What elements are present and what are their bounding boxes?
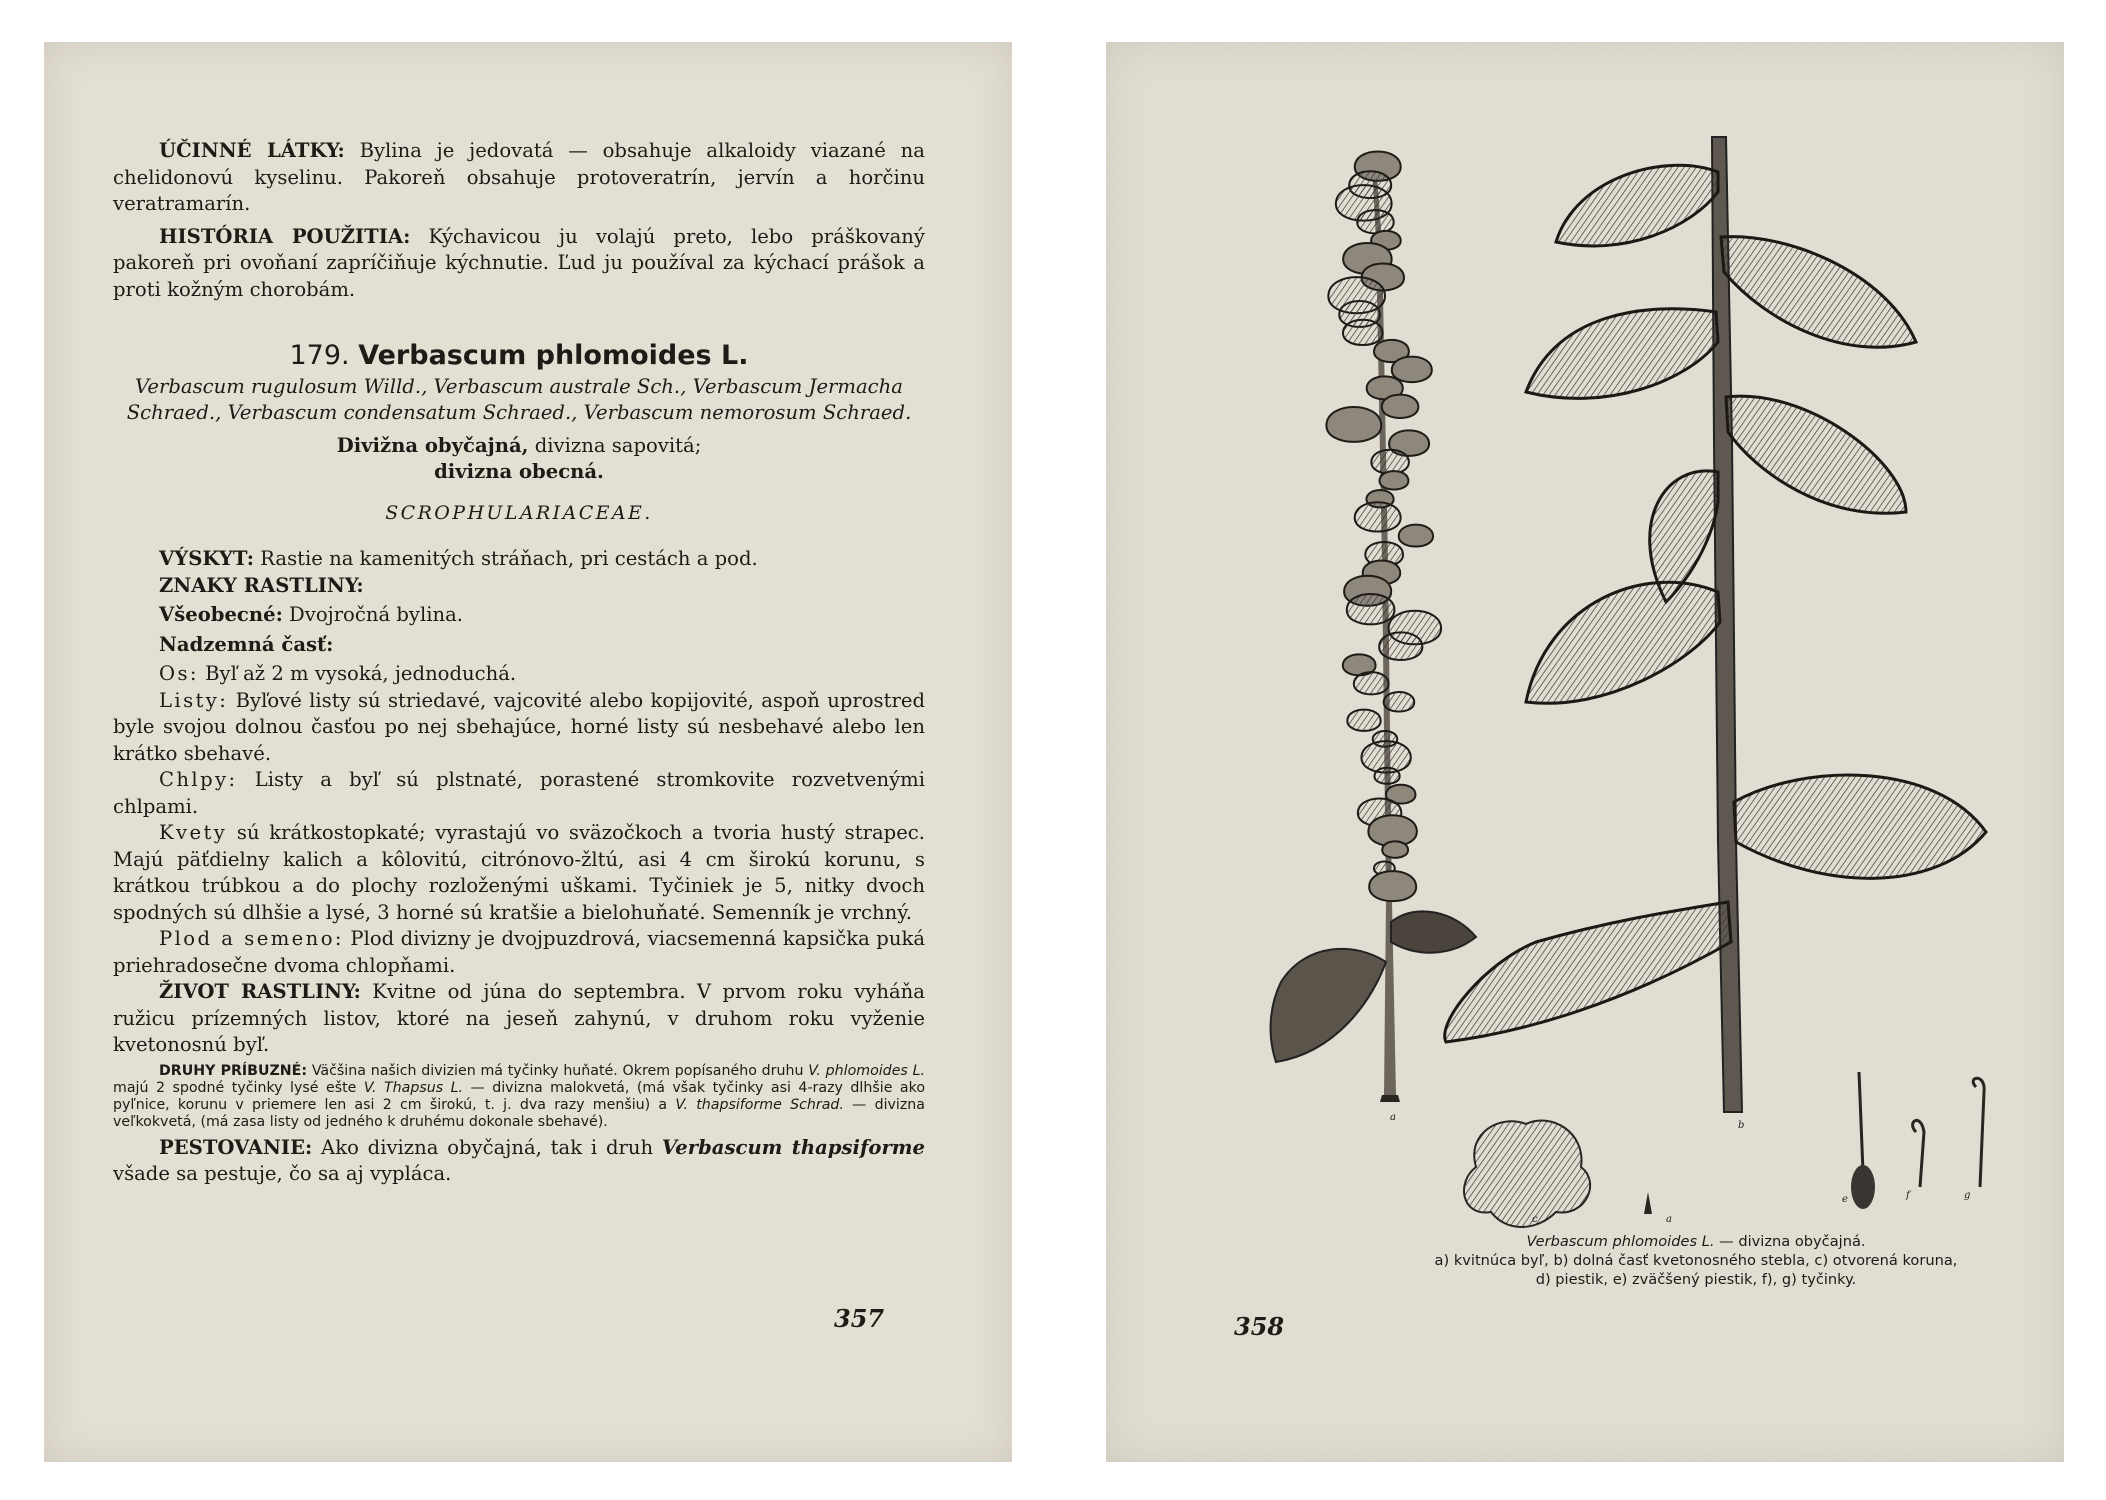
figure-label-d: a	[1666, 1214, 1672, 1225]
section-text: majú 2 spodné tyčinky lysé ešte	[113, 1079, 364, 1096]
section-listy	[113, 688, 925, 768]
section-plod	[113, 926, 925, 979]
section-text: Kýchavicou ju volajú preto, lebo práškovaný pakoreň pri ovoňaní zapríčiňuje kýchnutie. Ľud ju používal za kýchací prášok a proti kožným chorobám.	[113, 224, 925, 301]
section-druhy	[113, 1063, 925, 1131]
spike-blossom	[1371, 450, 1409, 474]
spike-blossom	[1382, 395, 1419, 418]
section-historia	[113, 224, 925, 304]
spike-blossom	[1369, 871, 1416, 901]
entry-title	[113, 340, 925, 371]
section-label: Plod a semeno:	[159, 927, 344, 950]
entry-name: Verbascum phlomoides L.	[358, 340, 749, 371]
section-znaky: ZNAKY RASTLINY:	[159, 573, 364, 597]
species-name: V. thapsiforme Schrad.	[675, 1096, 844, 1113]
section-label: DRUHY PRÍBUZNÉ:	[159, 1062, 308, 1079]
page-number-left: 357	[834, 1304, 885, 1333]
section-text: Kvitne od júna do septembra. V prvom roku vyháňa ružicu prízemných listov, ktoré na jeseň zahynú, v druhom roku vyženie kvetonosnú byľ.	[113, 980, 925, 1056]
figure-c-corolla	[1464, 1121, 1590, 1227]
entry-number: 179.	[289, 340, 350, 371]
section-vseobecne	[113, 602, 925, 629]
section-label: ÚČINNÉ LÁTKY:	[159, 139, 345, 162]
spike-blossom	[1347, 594, 1395, 624]
figure-label-a: a	[1390, 1112, 1396, 1123]
spike-blossom	[1399, 525, 1433, 547]
section-label: Chlpy:	[159, 768, 238, 791]
spike-blossom	[1347, 710, 1380, 731]
section-chlpy	[113, 767, 925, 820]
section-text: Bylina je jedovatá — obsahuje alkaloidy viazané na chelidonovú kyselinu. Pakoreň obsahuje protoveratrín, jervín a horčinu veratramarín.	[113, 139, 925, 215]
spike-blossom	[1357, 210, 1393, 233]
figure-caption	[1316, 1232, 2076, 1289]
figure-label-f: f	[1906, 1190, 1910, 1201]
section-text: sú krátkostopkaté; vyrastajú vo sväzočkoch a tvoria hustý strapec. Majú päťdielny kalich a kôlovitú, citrónovo-žltú, asi 4 cm širokú korunu, s krátkou trúbkou a do plochy rozloženými uškami. Tyčiniek je 5, nitky dvoch spodných sú dlhšie a lysé, 3 horné sú kratšie a bielohuňaté. Semenník je vrchný.	[113, 821, 925, 924]
section-label: ŽIVOT RASTLINY:	[159, 980, 361, 1003]
common-name-primary: Divižna obyčajná,	[336, 433, 529, 457]
species-name: Verbascum thapsiforme	[661, 1135, 925, 1159]
spike-blossom	[1355, 502, 1401, 531]
section-zivot	[113, 979, 925, 1059]
figure-label-b: b	[1738, 1120, 1745, 1131]
section-ucinne-latky	[113, 138, 925, 218]
section-text: Rastie na kamenitých stráňach, pri cestách a pod.	[253, 547, 758, 570]
figure-label-e: e	[1842, 1194, 1848, 1205]
page-number-right: 358	[1234, 1312, 1285, 1341]
spike-stem-cut	[1380, 1095, 1400, 1102]
caption-species: Verbascum phlomoides L.	[1526, 1233, 1715, 1250]
section-label: Os:	[159, 662, 199, 685]
section-label: PESTOVANIE:	[159, 1135, 313, 1159]
section-vyskyt	[113, 546, 925, 573]
entry-common-names	[113, 433, 925, 486]
section-label: Všeobecné:	[159, 603, 283, 626]
entry-family: SCROPHULARIACEAE.	[385, 501, 653, 524]
left-page-text-block	[113, 138, 925, 1188]
entry-synonyms: Verbascum rugulosum Willd., Verbascum australe Sch., Verbascum Jermacha Schraed., Verbascum condensatum Schraed., Verbascum nemorosum Schraed.	[126, 374, 912, 424]
section-label: VÝSKYT:	[159, 547, 254, 570]
spike-blossom	[1380, 471, 1409, 489]
caption-common: — divizna obyčajná.	[1714, 1233, 1866, 1250]
species-name: V. phlomoides L.	[808, 1062, 925, 1079]
section-text: Väčšina našich divizien má tyčinky huňaté. Okrem popísaného druhu	[307, 1062, 809, 1079]
section-text: všade sa pestuje, čo sa aj vypláca.	[113, 1162, 452, 1185]
common-name-tertiary: divizna obecná.	[434, 460, 604, 483]
right-page	[1106, 42, 2064, 1462]
section-text: Dvojročná bylina.	[282, 603, 464, 626]
section-text: — divizna malokvetá, (má však tyčinky asi 4-razy dlhšie ako pyľnice, korunu v priemere len asi 2 cm širokú, t. j. dva razy menšiu) a	[113, 1079, 926, 1113]
section-label: Kvety	[159, 821, 228, 844]
spike-blossom	[1392, 357, 1432, 383]
section-text: Byľ až 2 m vysoká, jednoduchá.	[198, 662, 517, 685]
section-text: Ako divizna obyčajná, tak i druh	[312, 1135, 662, 1159]
section-label: Listy:	[159, 688, 229, 712]
spike-blossom	[1343, 320, 1383, 345]
spike-blossom	[1374, 768, 1399, 784]
corolla-shape	[1464, 1121, 1590, 1227]
figure-label-g: g	[1964, 1190, 1971, 1201]
common-name-secondary: divizna sapovitá;	[528, 433, 702, 457]
section-nadzemna: Nadzemná časť:	[159, 632, 334, 656]
caption-line-2: a) kvitnúca byľ, b) dolná časť kvetonosného stebla, c) otvorená koruna,	[1434, 1252, 1958, 1269]
caption-line-3: d) piestik, e) zväčšený piestik, f), g) tyčinky.	[1535, 1271, 1857, 1288]
species-name: V. Thapsus L.	[363, 1079, 464, 1096]
section-label: HISTÓRIA POUŽITIA:	[159, 224, 411, 248]
section-text: Listy a byľ sú plstnaté, porastené stromkovite rozvetvenými chlpami.	[113, 768, 925, 818]
figure-label-c: c	[1532, 1214, 1538, 1225]
section-kvety	[113, 820, 925, 926]
section-text: Byľové listy sú striedavé, vajcovité alebo kopijovité, aspoň uprostred byle svojou dolnou časťou po nej sbehajúce, horné listy sú nesbehavé alebo len krátko sbehavé.	[113, 688, 925, 765]
spike-blossom	[1382, 841, 1408, 857]
section-pestovanie	[113, 1135, 925, 1188]
spike-blossom	[1326, 407, 1381, 442]
spike-blossom	[1379, 632, 1422, 660]
spike-blossom	[1384, 692, 1415, 711]
section-text: Plod divizny je dvojpuzdrová, viacsemenná kapsička puká priehradosečne dvoma chlopňami.	[113, 927, 925, 977]
section-text: — divizna veľkokvetá, (má zasa listy od jedného k druhému dokonale sbehavé).	[113, 1096, 925, 1130]
spike-blossom	[1354, 672, 1389, 694]
left-page	[44, 42, 1012, 1462]
caption-title	[1316, 1232, 2076, 1251]
section-os	[113, 661, 925, 688]
